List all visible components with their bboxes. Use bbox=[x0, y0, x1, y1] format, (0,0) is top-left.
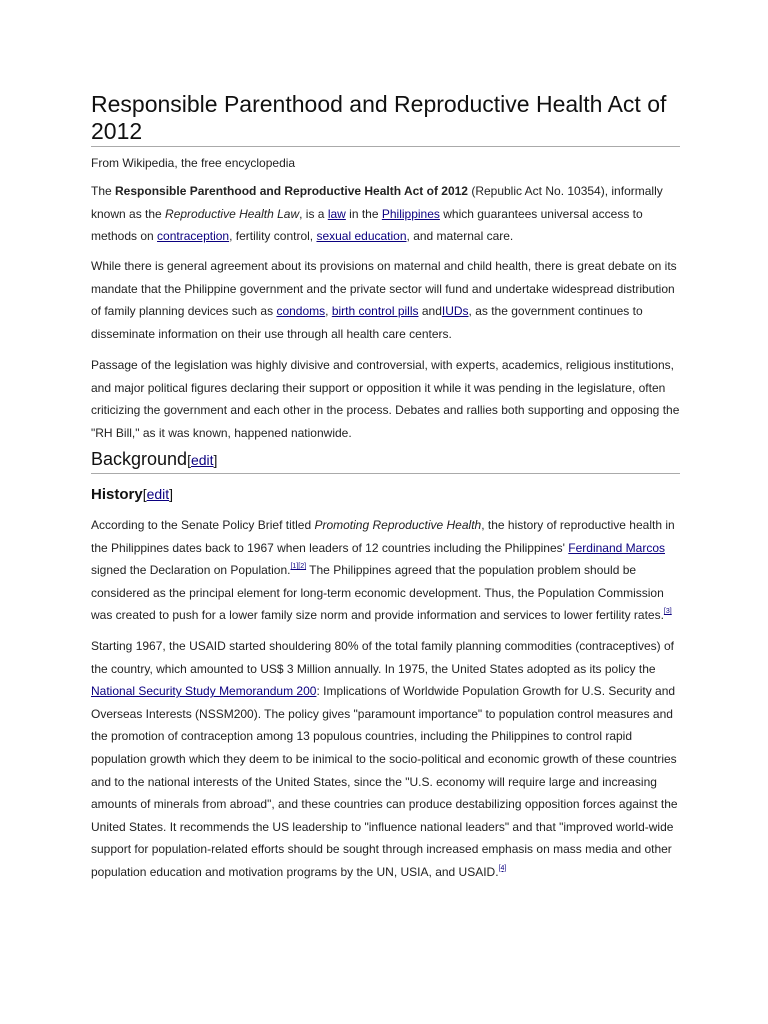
link-law[interactable]: law bbox=[327, 206, 346, 221]
tagline: From Wikipedia, the free encyclopedia bbox=[91, 156, 296, 170]
link-contraception[interactable]: contraception bbox=[157, 229, 230, 244]
edit-history-link[interactable]: edit bbox=[146, 486, 170, 502]
citation-1-2[interactable]: [1][2] bbox=[290, 563, 307, 571]
edit-background-link[interactable]: edit bbox=[190, 452, 214, 468]
link-condoms[interactable]: condoms bbox=[276, 304, 326, 319]
intro-paragraph-1: The Responsible Parenthood and Reproductive Health Act of 2012 (Republic Act No. 10354), informally known as the Reproductive Health Law, is a law in the Philippines which guarantees universal access to methods on contraception, fertility control, sexual education, and maternal care. bbox=[91, 184, 663, 244]
link-ferdinand-marcos[interactable]: Ferdinand Marcos bbox=[568, 540, 665, 555]
intro-paragraph-2: While there is general agreement about its provisions on maternal and child health, there is great debate on its mandate that the Philippine government and the private sector will fund and undertake widespread distribution of family planning devices such as condoms, birth control pills andIUDs, as the government continues to disseminate information on their use through all health care centers. bbox=[91, 259, 677, 341]
link-sexual-education[interactable]: sexual education bbox=[316, 229, 407, 244]
citation-3[interactable]: [3] bbox=[663, 608, 672, 616]
history-paragraph-1: According to the Senate Policy Brief titled Promoting Reproductive Health, the history of reproductive health in the Philippines dates back to 1967 when leaders of 12 countries including the Philippines' Ferdinand Marcos signed the Declaration on Population.[1][2] The Philippines agreed that the population problem should be considered as the principal element for long-term economic development. Thus, the Population Commission was created to push for a lower family size norm and provide information and services to lower fertility rates.[3] bbox=[91, 518, 675, 623]
section-heading-history: History[edit] bbox=[91, 486, 174, 503]
article-subject: Responsible Parenthood and Reproductive Health Act of 2012 bbox=[115, 184, 468, 198]
history-paragraph-2: Starting 1967, the USAID started shouldering 80% of the total family planning commodities (contraceptives) of the country, which amounted to US$ 3 Million annually. In 1975, the United States adopted as its policy the National Security Study Memorandum 200: Implications of Worldwide Population Growth for U.S. Security and Overseas Interests (NSSM200). The policy gives "paramount importance" to population control measures and the promotion of contraception among 13 populous countries, including the Philippines to control rapid population growth which they deem to be inimical to the socio-political and economic growth of these countries and to the national interests of the United States, since the "U.S. economy will require large and increasing amounts of minerals from abroad", and these countries can produce destabilizing opposition forces against the United States. It recommends the US leadership to "influence national leaders" and that "improved world-wide support for population-related efforts should be sought through increased emphasis on mass media and other population education and motivation programs by the UN, USIA, and USAID.[4] bbox=[91, 639, 678, 879]
link-iuds[interactable]: IUDs bbox=[441, 304, 469, 319]
link-philippines[interactable]: Philippines bbox=[381, 206, 440, 221]
citation-4[interactable]: [4] bbox=[498, 864, 507, 872]
page-title: Responsible Parenthood and Reproductive Health Act of 2012 bbox=[91, 91, 667, 144]
link-nssm-200[interactable]: National Security Study Memorandum 200 bbox=[91, 684, 317, 699]
section-heading-background: Background[edit] bbox=[91, 449, 218, 469]
link-birth-control-pills[interactable]: birth control pills bbox=[331, 304, 419, 319]
section-divider bbox=[91, 473, 680, 474]
title-divider bbox=[91, 146, 680, 147]
intro-paragraph-3: Passage of the legislation was highly divisive and controversial, with experts, academics, religious institutions, and major political figures declaring their support or opposition it while it was pending in the legislature, often criticizing the government and each other in the process. Debates and rallies both supporting and opposing the "RH Bill," as it was known, happened nationwide. bbox=[91, 358, 680, 440]
